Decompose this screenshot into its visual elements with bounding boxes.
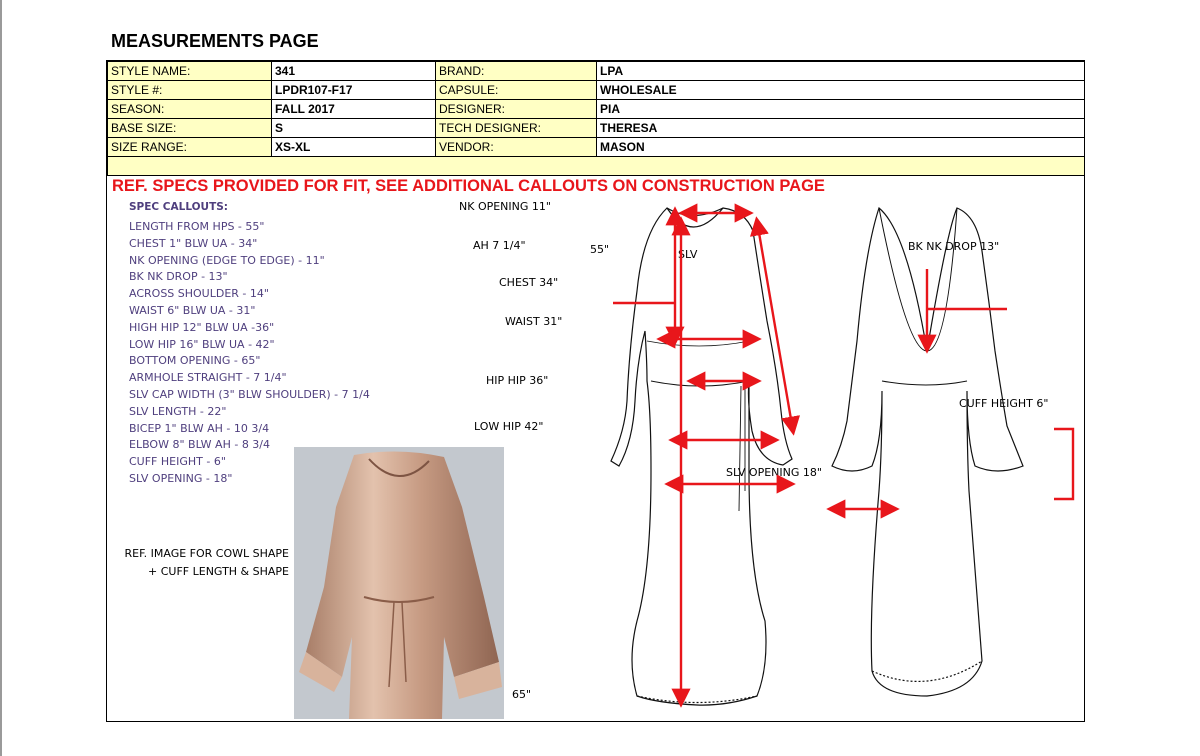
- brand-value: LPA: [597, 62, 1086, 81]
- bk-nk-drop-callout: BK NK DROP 13": [908, 240, 1000, 253]
- list-item: ARMHOLE STRAIGHT - 7 1/4": [129, 371, 287, 385]
- cuff-height-callout: CUFF HEIGHT 6": [959, 397, 1049, 410]
- spec-callouts-heading: SPEC CALLOUTS:: [129, 201, 229, 213]
- list-item: SLV OPENING - 18": [129, 471, 233, 485]
- measurement-arrows: [613, 211, 1073, 722]
- list-item: NK OPENING (EDGE TO EDGE) - 11": [129, 253, 325, 267]
- base-size-value: S: [272, 119, 436, 138]
- capsule-value: WHOLESALE: [597, 81, 1086, 100]
- low-hip-callout: LOW HIP 42": [474, 420, 544, 433]
- list-item: ELBOW 8" BLW AH - 8 3/4: [129, 438, 271, 452]
- slv-callout: SLV: [678, 248, 698, 261]
- list-item: SLV LENGTH - 22": [129, 404, 227, 418]
- designer-value: PIA: [597, 100, 1086, 119]
- list-item: BK NK DROP - 13": [129, 270, 228, 284]
- page-left-edge: [0, 0, 2, 756]
- vendor-label: VENDOR:: [436, 138, 597, 157]
- reference-photo: [294, 447, 504, 719]
- table-row: [108, 138, 1086, 157]
- ah-callout: AH 7 1/4": [473, 239, 526, 252]
- ref-image-note-line2: + CUFF LENGTH & SHAPE: [148, 565, 289, 578]
- ref-image-note: [107, 545, 289, 581]
- style-name-label: STYLE NAME:: [108, 62, 272, 81]
- table-row-blank: [108, 157, 1086, 176]
- chest-callout: CHEST 34": [499, 276, 559, 289]
- style-number-value: LPDR107-F17: [272, 81, 436, 100]
- front-dress-sketch: [611, 208, 792, 705]
- table-row: [108, 100, 1086, 119]
- season-value: FALL 2017: [272, 100, 436, 119]
- base-size-label: BASE SIZE:: [108, 119, 272, 138]
- length-callout: 55": [590, 243, 610, 256]
- size-range-value: XS-XL: [272, 138, 436, 157]
- style-name-value: 341: [272, 62, 436, 81]
- list-item: ACROSS SHOULDER - 14": [129, 287, 269, 301]
- page-title: MEASUREMENTS PAGE: [111, 31, 319, 51]
- capsule-label: CAPSULE:: [436, 81, 597, 100]
- list-item: LOW HIP 16" BLW UA - 42": [129, 337, 275, 351]
- blank-fill-row: [108, 157, 1086, 176]
- list-item: SLV CAP WIDTH (3" BLW SHOULDER) - 7 1/4: [129, 387, 370, 401]
- ref-specs-banner: REF. SPECS PROVIDED FOR FIT, SEE ADDITIONAL CALLOUTS ON CONSTRUCTION PAGE: [112, 177, 825, 195]
- list-item: CHEST 1" BLW UA - 34": [129, 236, 258, 250]
- vendor-value: MASON: [597, 138, 1086, 157]
- measurements-sheet: [106, 60, 1085, 722]
- ref-image-note-line1: REF. IMAGE FOR COWL SHAPE: [124, 547, 289, 560]
- slv-opening-callout: SLV OPENING 18": [726, 466, 822, 479]
- season-label: SEASON:: [108, 100, 272, 119]
- tech-designer-label: TECH DESIGNER:: [436, 119, 597, 138]
- size-range-label: SIZE RANGE:: [108, 138, 272, 157]
- table-row: [108, 62, 1086, 81]
- hip-callout: HIP HIP 36": [486, 374, 549, 387]
- bottom-opening-callout: 65": [512, 688, 532, 701]
- table-row: [108, 119, 1086, 138]
- brand-label: BRAND:: [436, 62, 597, 81]
- nk-opening-callout: NK OPENING 11": [459, 200, 551, 213]
- tech-designer-value: THERESA: [597, 119, 1086, 138]
- list-item: WAIST 6" BLW UA - 31": [129, 303, 256, 317]
- designer-label: DESIGNER:: [436, 100, 597, 119]
- list-item: LENGTH FROM HPS - 55": [129, 220, 265, 233]
- satin-dress-photo-illustration: [294, 447, 504, 719]
- list-item: CUFF HEIGHT - 6": [129, 455, 226, 469]
- list-item: BICEP 1" BLW AH - 10 3/4: [129, 421, 270, 435]
- style-number-label: STYLE #:: [108, 81, 272, 100]
- waist-callout: WAIST 31": [505, 315, 563, 328]
- style-info-table: [107, 61, 1085, 176]
- table-row: [108, 81, 1086, 100]
- list-item: HIGH HIP 12" BLW UA -36": [129, 320, 275, 334]
- garment-flat-sketches: [487, 191, 1085, 722]
- list-item: BOTTOM OPENING - 65": [129, 354, 261, 368]
